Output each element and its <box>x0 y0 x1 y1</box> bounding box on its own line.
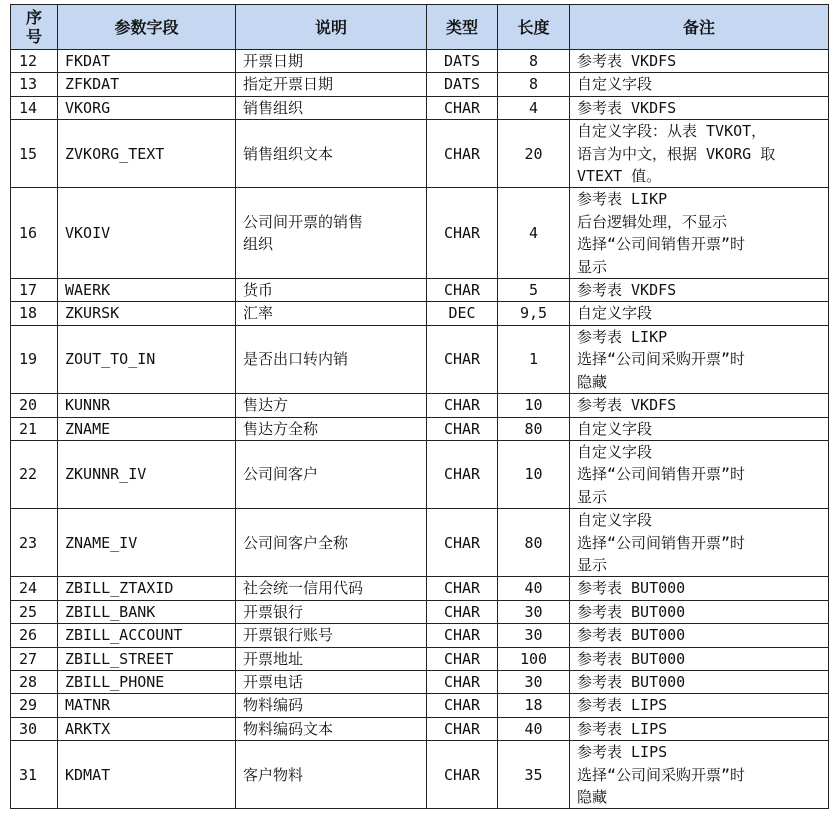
field-name: ZNAME_IV <box>58 509 236 577</box>
field-description <box>236 509 427 577</box>
note-line: 后台逻辑处理，不显示 <box>577 212 728 231</box>
field-note <box>570 647 829 670</box>
field-name: VKOIV <box>58 188 236 279</box>
field-name: ZKUNNR_IV <box>58 440 236 508</box>
row-number: 23 <box>11 509 58 577</box>
field-type: CHAR <box>427 325 498 393</box>
row-number: 19 <box>11 325 58 393</box>
row-number: 12 <box>11 50 58 73</box>
field-type: CHAR <box>427 509 498 577</box>
description-line: 货币 <box>243 281 274 300</box>
row-number: 16 <box>11 188 58 279</box>
description-line: 物料编码 <box>243 696 304 715</box>
header-len: 长度 <box>498 5 570 50</box>
field-type: DATS <box>427 73 498 96</box>
field-note <box>570 741 829 809</box>
field-note <box>570 717 829 740</box>
note-line: 显示 <box>577 555 608 574</box>
header-no-top: 序 <box>25 8 42 27</box>
field-type: CHAR <box>427 440 498 508</box>
row-number: 14 <box>11 96 58 119</box>
row-number: 29 <box>11 694 58 717</box>
field-note <box>570 96 829 119</box>
field-type: CHAR <box>427 647 498 670</box>
description-line: 开票日期 <box>243 52 304 70</box>
note-line: 参考表 LIPS <box>577 696 668 715</box>
field-length: 4 <box>498 188 570 279</box>
table-row <box>11 647 829 670</box>
field-description <box>236 120 427 188</box>
field-note <box>570 417 829 440</box>
table-row <box>11 717 829 740</box>
note-line: 参考表 VKDFS <box>577 396 677 415</box>
description-line: 销售组织文本 <box>243 144 334 163</box>
note-line: 选择“公司间销售开票”时 <box>577 235 746 254</box>
table-row <box>11 670 829 693</box>
description-line: 售达方全称 <box>243 419 319 438</box>
table-row <box>11 417 829 440</box>
field-length: 30 <box>498 670 570 693</box>
field-length: 8 <box>498 73 570 96</box>
note-line: 参考表 LIKP <box>577 327 668 346</box>
field-name: ZOUT_TO_IN <box>58 325 236 393</box>
note-line: 参考表 BUT000 <box>577 602 686 621</box>
table-row <box>11 120 829 188</box>
note-line: 参考表 VKDFS <box>577 52 677 70</box>
description-line: 开票电话 <box>243 672 304 691</box>
field-note <box>570 120 829 188</box>
table-row <box>11 279 829 302</box>
field-length: 1 <box>498 325 570 393</box>
field-description <box>236 394 427 417</box>
field-type: CHAR <box>427 279 498 302</box>
note-line: 选择“公司间销售开票”时 <box>577 533 746 552</box>
field-name: ZBILL_ZTAXID <box>58 577 236 600</box>
note-line: 参考表 LIPS <box>577 743 668 762</box>
field-description <box>236 717 427 740</box>
note-line: VTEXT 值。 <box>577 167 662 186</box>
row-number: 26 <box>11 624 58 647</box>
field-name: ZFKDAT <box>58 73 236 96</box>
field-name: FKDAT <box>58 50 236 73</box>
note-line: 自定义字段 <box>577 304 653 323</box>
field-length: 80 <box>498 417 570 440</box>
field-note <box>570 279 829 302</box>
field-type: CHAR <box>427 394 498 417</box>
row-number: 27 <box>11 647 58 670</box>
field-length: 10 <box>498 394 570 417</box>
description-line: 开票银行 <box>243 602 304 621</box>
note-line: 隐藏 <box>577 372 608 391</box>
header-row <box>11 5 829 50</box>
field-type: CHAR <box>427 577 498 600</box>
description-line: 组织 <box>243 235 274 254</box>
field-description <box>236 741 427 809</box>
description-line: 客户物料 <box>243 765 304 784</box>
table-row <box>11 394 829 417</box>
field-length: 5 <box>498 279 570 302</box>
description-line: 公司间客户全称 <box>243 533 349 552</box>
table-row <box>11 600 829 623</box>
field-length: 4 <box>498 96 570 119</box>
field-type: DATS <box>427 50 498 73</box>
field-note <box>570 50 829 73</box>
row-number: 30 <box>11 717 58 740</box>
field-type: CHAR <box>427 670 498 693</box>
field-name: MATNR <box>58 694 236 717</box>
field-note <box>570 509 829 577</box>
field-type: CHAR <box>427 417 498 440</box>
note-line: 选择“公司间销售开票”时 <box>577 465 746 484</box>
field-note <box>570 694 829 717</box>
field-description <box>236 600 427 623</box>
field-name: ZVKORG_TEXT <box>58 120 236 188</box>
field-type: DEC <box>427 302 498 325</box>
field-length: 40 <box>498 577 570 600</box>
field-note <box>570 394 829 417</box>
field-length: 80 <box>498 509 570 577</box>
field-note <box>570 600 829 623</box>
field-name: KDMAT <box>58 741 236 809</box>
field-name: WAERK <box>58 279 236 302</box>
field-length: 18 <box>498 694 570 717</box>
field-type: CHAR <box>427 694 498 717</box>
description-line: 开票银行账号 <box>243 626 334 645</box>
note-line: 隐藏 <box>577 788 608 806</box>
table-row <box>11 624 829 647</box>
table-row <box>11 302 829 325</box>
header-no-bottom: 号 <box>25 27 42 46</box>
field-length: 10 <box>498 440 570 508</box>
description-line: 社会统一信用代码 <box>243 579 364 598</box>
field-name: ZBILL_ACCOUNT <box>58 624 236 647</box>
header-note: 备注 <box>570 5 829 50</box>
note-line: 参考表 LIKP <box>577 190 668 209</box>
row-number: 18 <box>11 302 58 325</box>
field-description <box>236 577 427 600</box>
field-note <box>570 73 829 96</box>
table-row <box>11 741 829 809</box>
header-no <box>11 5 58 50</box>
field-description <box>236 670 427 693</box>
field-note <box>570 302 829 325</box>
field-type: CHAR <box>427 96 498 119</box>
field-description <box>236 279 427 302</box>
row-number: 20 <box>11 394 58 417</box>
field-description <box>236 96 427 119</box>
note-line: 参考表 LIPS <box>577 719 668 738</box>
table-row <box>11 440 829 508</box>
field-length: 20 <box>498 120 570 188</box>
note-line: 自定义字段 <box>577 75 653 94</box>
field-name: ZBILL_STREET <box>58 647 236 670</box>
field-type: CHAR <box>427 717 498 740</box>
description-line: 是否出口转内销 <box>243 350 349 369</box>
row-number: 22 <box>11 440 58 508</box>
row-number: 25 <box>11 600 58 623</box>
note-line: 自定义字段 <box>577 442 653 461</box>
description-line: 公司间开票的销售 <box>243 212 364 231</box>
row-number: 21 <box>11 417 58 440</box>
note-line: 参考表 BUT000 <box>577 579 686 598</box>
field-length: 40 <box>498 717 570 740</box>
description-line: 公司间客户 <box>243 465 319 484</box>
field-length: 100 <box>498 647 570 670</box>
table-row <box>11 96 829 119</box>
header-type: 类型 <box>427 5 498 50</box>
table-row <box>11 509 829 577</box>
table-header <box>11 5 829 50</box>
field-note <box>570 188 829 279</box>
note-line: 显示 <box>577 487 608 506</box>
field-length: 30 <box>498 624 570 647</box>
note-line: 参考表 BUT000 <box>577 626 686 645</box>
note-line: 参考表 BUT000 <box>577 672 686 691</box>
note-line: 显示 <box>577 257 608 276</box>
row-number: 15 <box>11 120 58 188</box>
field-note <box>570 624 829 647</box>
field-description <box>236 417 427 440</box>
field-description <box>236 73 427 96</box>
row-number: 28 <box>11 670 58 693</box>
field-note <box>570 670 829 693</box>
field-note <box>570 440 829 508</box>
note-line: 自定义字段 <box>577 419 653 438</box>
row-number: 13 <box>11 73 58 96</box>
table-row <box>11 188 829 279</box>
field-type: CHAR <box>427 624 498 647</box>
note-line: 参考表 BUT000 <box>577 649 686 668</box>
field-type: CHAR <box>427 600 498 623</box>
note-line: 选择“公司间采购开票”时 <box>577 350 746 369</box>
field-length: 30 <box>498 600 570 623</box>
table-row <box>11 73 829 96</box>
field-length: 9,5 <box>498 302 570 325</box>
field-note <box>570 577 829 600</box>
field-name: ARKTX <box>58 717 236 740</box>
description-line: 汇率 <box>243 304 274 323</box>
field-description <box>236 325 427 393</box>
note-line: 参考表 VKDFS <box>577 98 677 117</box>
note-line: 自定义字段 <box>577 511 653 530</box>
field-description <box>236 302 427 325</box>
header-field: 参数字段 <box>58 5 236 50</box>
field-description <box>236 188 427 279</box>
note-line: 选择“公司间采购开票”时 <box>577 765 746 784</box>
field-type: CHAR <box>427 741 498 809</box>
header-desc: 说明 <box>236 5 427 50</box>
row-number: 31 <box>11 741 58 809</box>
note-line: 语言为中文，根据 VKORG 取 <box>577 144 776 163</box>
note-line: 自定义字段：从表 TVKOT， <box>577 122 767 141</box>
field-type: CHAR <box>427 188 498 279</box>
description-line: 物料编码文本 <box>243 719 334 738</box>
field-spec-table <box>10 4 829 809</box>
field-name: ZNAME <box>58 417 236 440</box>
table-body <box>11 50 829 809</box>
field-name: ZBILL_PHONE <box>58 670 236 693</box>
field-description <box>236 624 427 647</box>
row-number: 17 <box>11 279 58 302</box>
field-name: VKORG <box>58 96 236 119</box>
description-line: 指定开票日期 <box>243 75 334 94</box>
field-description <box>236 647 427 670</box>
field-name: KUNNR <box>58 394 236 417</box>
field-length: 8 <box>498 50 570 73</box>
field-type: CHAR <box>427 120 498 188</box>
field-name: ZBILL_BANK <box>58 600 236 623</box>
field-description <box>236 440 427 508</box>
table-row <box>11 325 829 393</box>
description-line: 售达方 <box>243 396 289 415</box>
field-note <box>570 325 829 393</box>
note-line: 参考表 VKDFS <box>577 281 677 300</box>
table-row <box>11 694 829 717</box>
field-description <box>236 50 427 73</box>
description-line: 开票地址 <box>243 649 304 668</box>
table-row <box>11 577 829 600</box>
field-length: 35 <box>498 741 570 809</box>
field-name: ZKURSK <box>58 302 236 325</box>
row-number: 24 <box>11 577 58 600</box>
table-row <box>11 50 829 73</box>
field-description <box>236 694 427 717</box>
description-line: 销售组织 <box>243 98 304 117</box>
